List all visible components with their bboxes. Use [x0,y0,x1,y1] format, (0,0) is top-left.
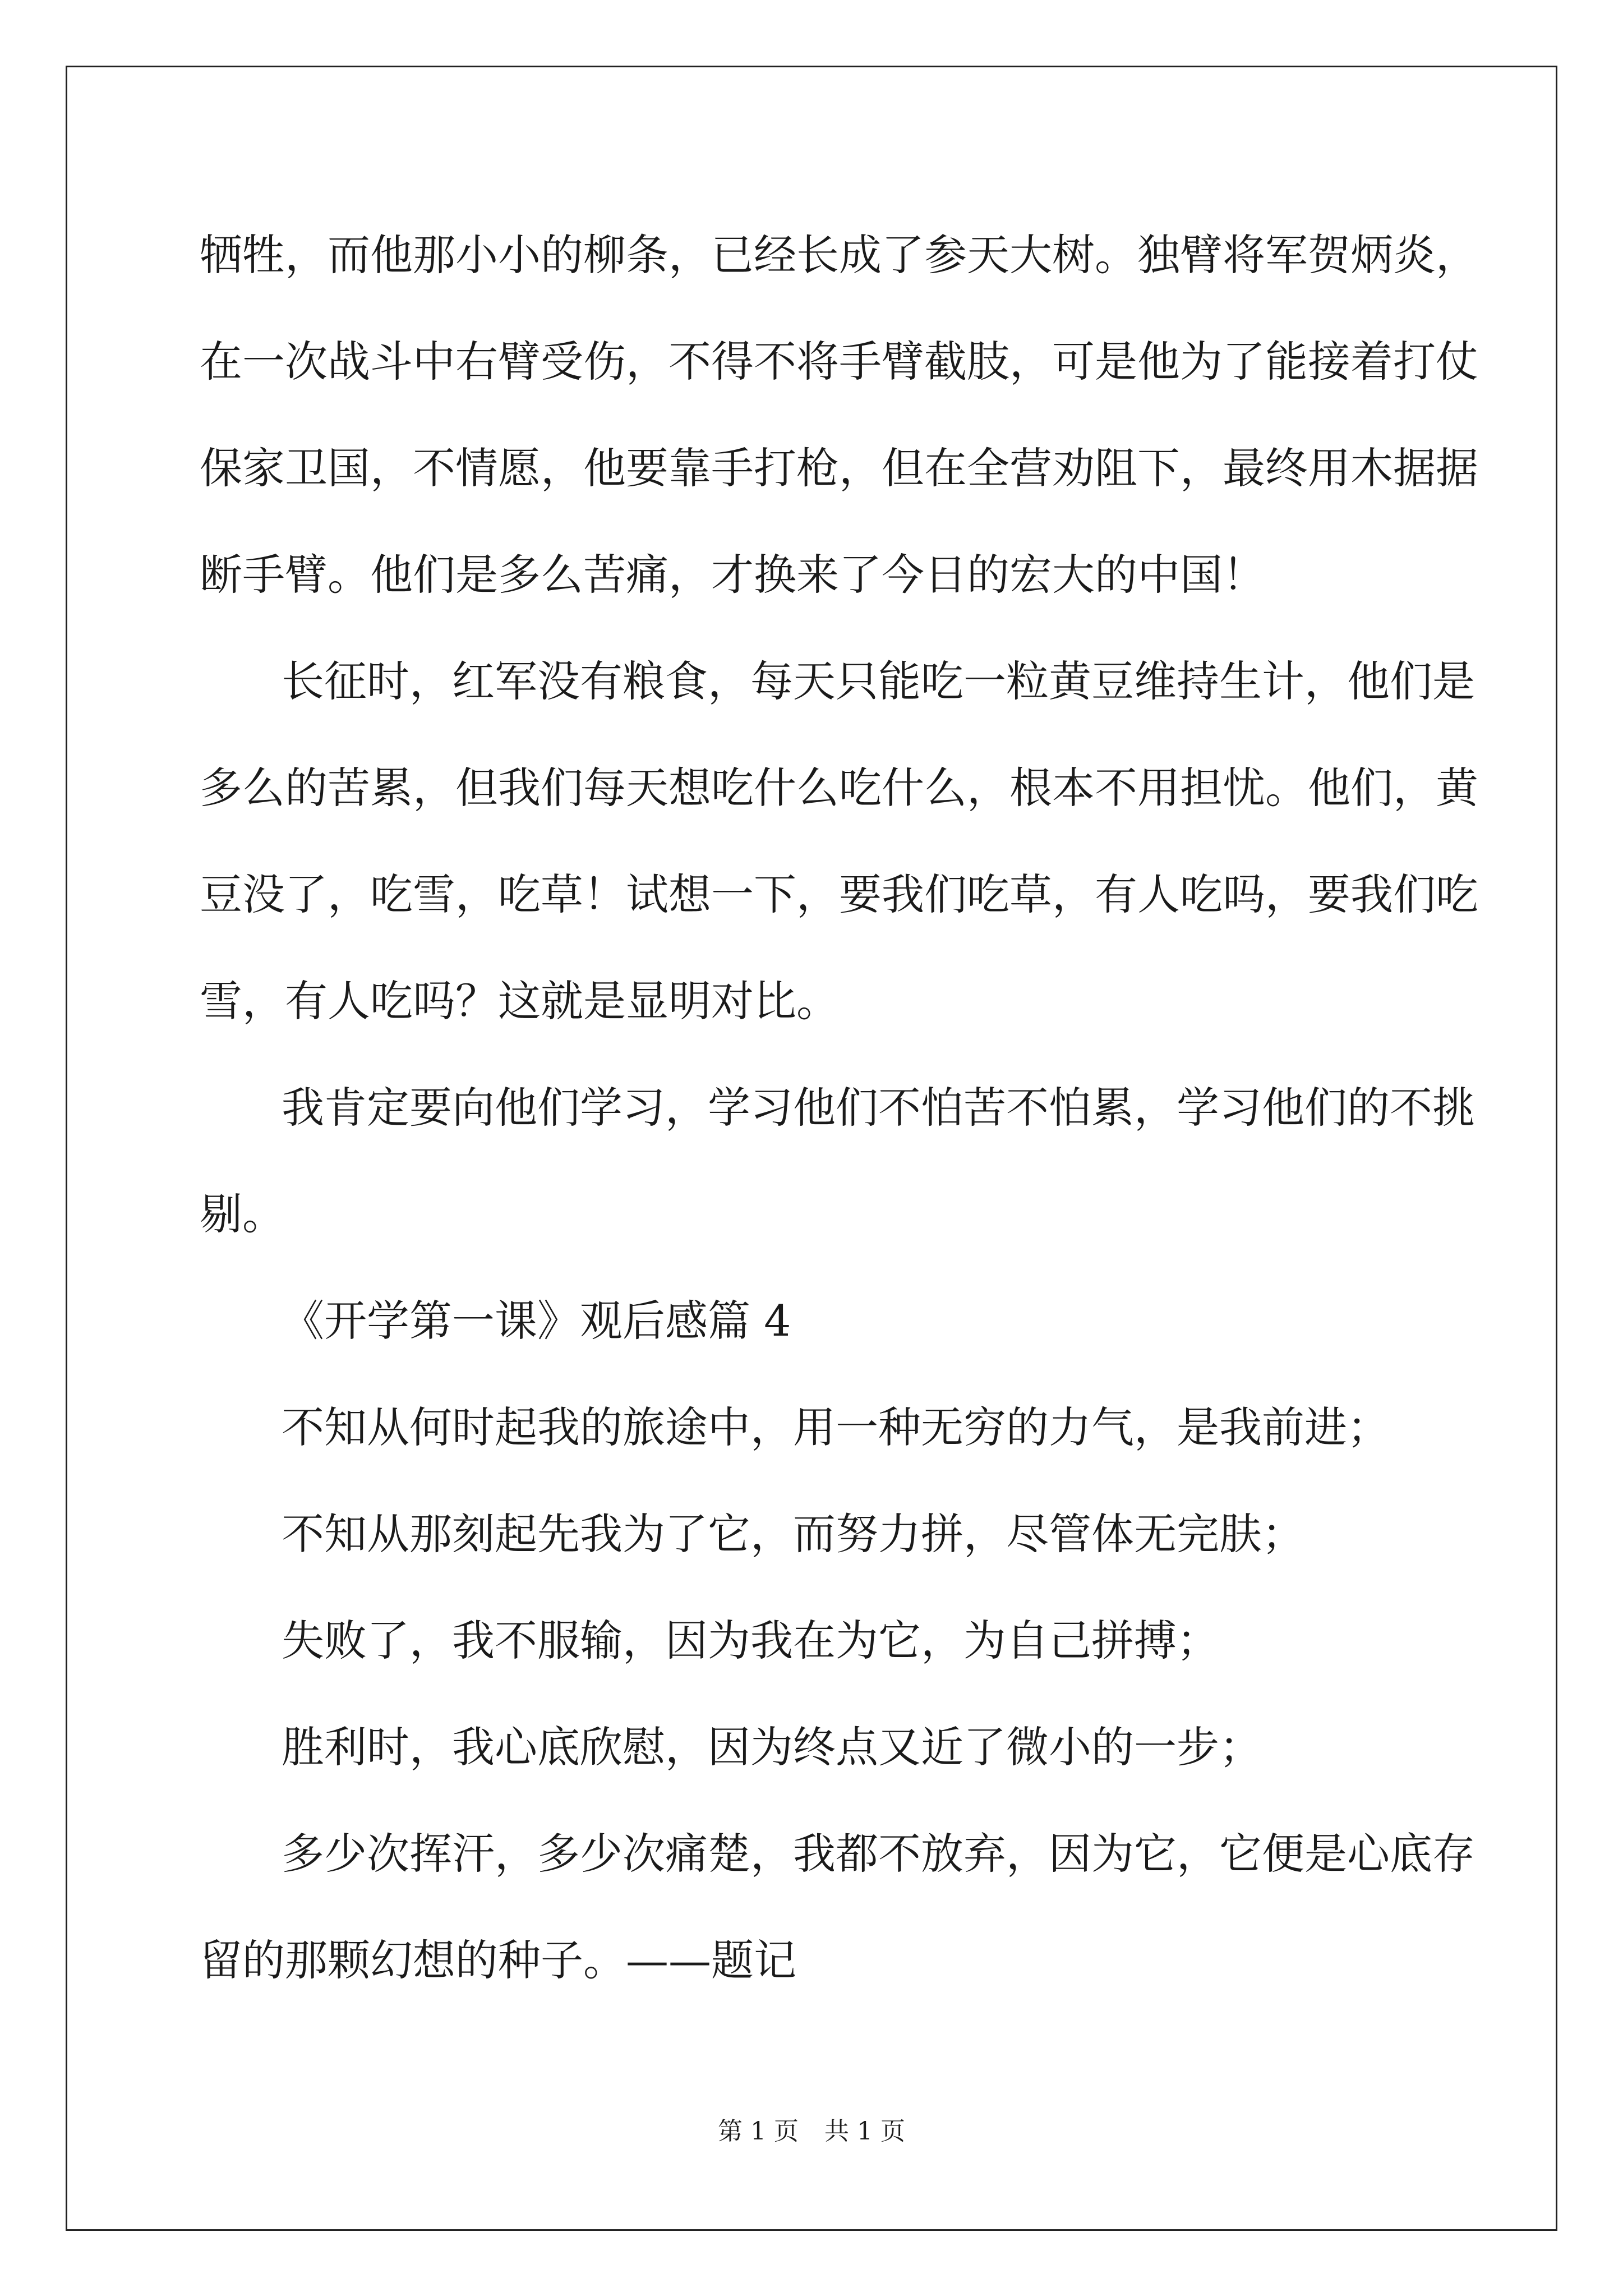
text-line-13: 不知从那刻起先我为了它，而努力拼，尽管体无完肤； [282,1509,1304,1559]
text-line-12: 不知从何时起我的旅途中，用一种无穷的力气，是我前进； [282,1402,1390,1452]
page-number-total: 共 1 页 [824,2117,905,2146]
document-body [200,202,1478,2014]
text-line-10: 剔。 [200,1189,285,1239]
text-line-17: 留的那颗幻想的种子。——题记 [200,1935,796,1985]
text-line-8: 雪，有人吃吗？这就是显明对比。 [200,976,839,1026]
text-line-2: 在一次战斗中右臂受伤，不得不将手臂截肢，可是他为了能接着打仗 [200,337,1478,386]
text-line-4: 断手臂。他们是多么苦痛，才换来了今日的宏大的中国！ [200,550,1265,600]
section-heading: 《开学第一课》观后感篇 4 [282,1296,791,1346]
text-line-15: 胜利时，我心底欣慰，因为终点又近了微小的一步； [282,1722,1262,1772]
text-line-16: 多少次挥汗，多少次痛楚，我都不放弃，因为它，它便是心底存 [282,1829,1475,1879]
text-line-5: 长征时，红军没有粮食，每天只能吃一粒黄豆维持生计，他们是 [282,656,1475,706]
text-line-3: 保家卫国，不情愿，他要靠手打枪，但在全营劝阻下，最终用木据据 [200,443,1478,493]
text-line-7: 豆没了，吃雪，吃草！试想一下，要我们吃草，有人吃吗，要我们吃 [200,869,1478,919]
page-number-current: 第 1 页 [718,2117,799,2146]
text-line-6: 多么的苦累，但我们每天想吃什么吃什么，根本不用担忧。他们，黄 [200,763,1478,813]
text-line-1: 牺牲，而他那小小的柳条，已经长成了参天大树。独臂将军贺炳炎， [200,230,1478,280]
text-line-9: 我肯定要向他们学习，学习他们不怕苦不怕累，学习他们的不挑 [282,1083,1475,1133]
text-line-14: 失败了，我不服输，因为我在为它，为自己拼搏； [282,1616,1219,1665]
page-footer [0,2115,1623,2148]
